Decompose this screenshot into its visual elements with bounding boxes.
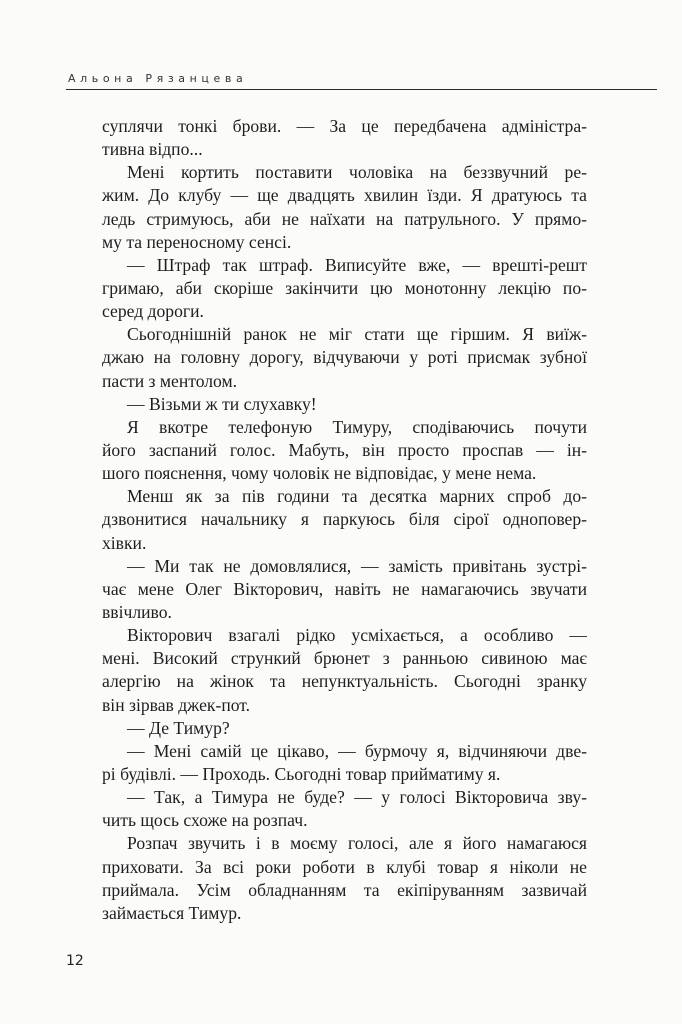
page-number: 12 [66,953,84,969]
text-line: Розпач звучить і в моєму голосі, але я його намагаюся [127,833,587,854]
text-line: Сьогоднішній ранок не міг стати ще гіршим. Я виїж- [127,324,587,345]
text-line: — Візьми ж ти слухавку! [127,393,317,414]
text-line: шого пояснення, чому чоловік не відповідає, у мене нема. [102,463,537,484]
text-line: ледь стримуюсь, аби не наїхати на патрульного. У прямо- [102,208,587,229]
text-line: — Ми так не домовлялися, — замість привітань зустрі- [127,555,587,576]
header-divider [66,89,657,90]
text-line: Я вкотре телефоную Тимуру, сподіваючись почути [127,416,587,437]
text-line: дзвонитися начальнику я паркуюсь біля сірої одноповер- [102,509,587,530]
text-line: — Де Тимур? [127,717,230,738]
text-line: Мені кортить поставити чоловіка на беззвучний ре- [127,162,587,183]
text-line: — Так, а Тимура не буде? — у голосі Вікторовича зву- [127,787,587,808]
text-line: хівки. [102,532,147,553]
text-line: Менш як за пів години та десятка марних спроб до- [127,486,587,507]
text-line: приховати. За всі роки роботи в клубі товар я ніколи не [102,856,587,877]
text-line: тивна відпо... [102,139,203,160]
text-line: алергію на жінок та непунктуальність. Сьогодні зранку [102,671,587,692]
text-line: пасти з ментолом. [102,370,238,391]
body-text [102,115,587,925]
text-line: Вікторович взагалі рідко усміхається, а особливо — [127,625,587,646]
text-line: чить щось схоже на розпач. [102,810,308,831]
text-line: серед дороги. [102,301,204,322]
text-line: гримаю, аби скоріше закінчити цю монотонну лекцію по- [102,277,587,298]
text-line: джаю на головну дорогу, відчуваючи у роті присмак зубної [102,347,587,368]
text-line: чає мене Олег Вікторович, навіть не намагаючись звучати [102,578,587,599]
text-line: він зірвав джек-пот. [102,694,251,715]
text-line: суплячи тонкі брови. — За це передбачена адміністра- [102,116,587,136]
text-line: його заспаний голос. Мабуть, він просто проспав — ін- [102,439,587,460]
running-header-author: Альона Рязанцева [68,72,248,85]
text-line: мені. Високий стрункий брюнет з ранньою сивиною має [102,648,587,669]
text-line: му та переносному сенсі. [102,231,292,252]
text-line: — Мені самій це цікаво, — бурмочу я, відчиняючи две- [127,740,587,761]
text-line: займається Тимур. [102,902,242,923]
text-line: рі будівлі. — Проходь. Сьогодні товар прийматиму я. [102,763,501,784]
text-line: — Штраф так штраф. Виписуйте вже, — врешті-решт [127,254,587,275]
text-line: ввічливо. [102,601,172,622]
text-line: приймала. Усім обладнанням та екіпіруванням зазвичай [102,879,587,900]
text-line: жим. До клубу — ще двадцять хвилин їзди. Я дратуюсь та [102,185,587,206]
